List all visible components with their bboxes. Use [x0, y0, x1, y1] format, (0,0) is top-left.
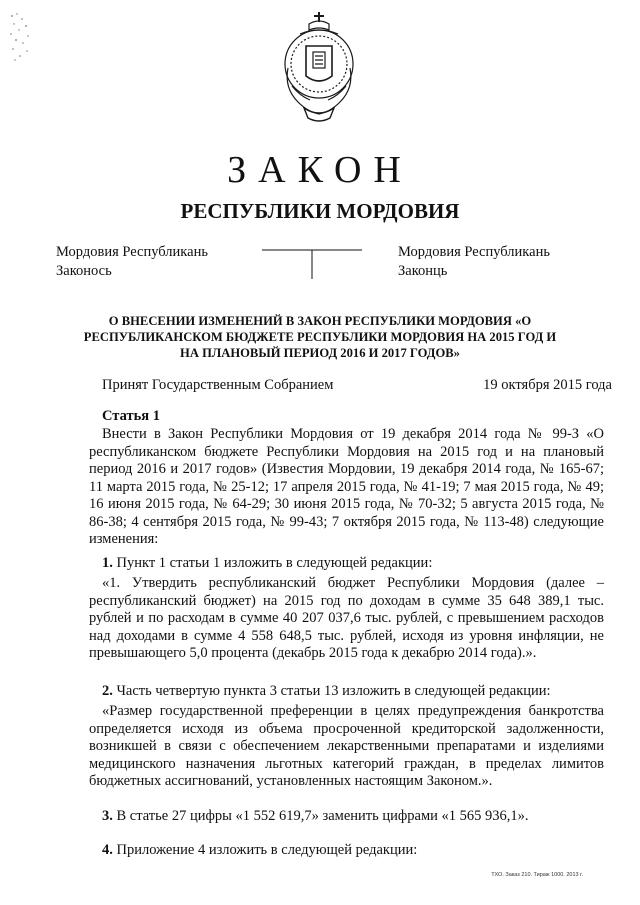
item-2-number: 2.	[102, 683, 113, 699]
moksha-label: Мордовия Республикань Законось	[56, 244, 208, 279]
item-4-text: Приложение 4 изложить в следующей редакции:	[116, 842, 418, 858]
item-4-number: 4.	[102, 842, 113, 858]
scan-speckle-mark	[8, 10, 34, 64]
item-3-text: В статье 27 цифры «1 552 619,7» заменить цифрами «1 565 936,1».	[116, 808, 529, 824]
item-3	[89, 808, 604, 826]
item-1-text: Пункт 1 статьи 1 изложить в следующей редакции:	[116, 555, 433, 571]
coat-of-arms-emblem	[278, 8, 360, 126]
adopted-by: Принят Государственным Собранием	[102, 377, 334, 393]
erzya-label: Мордовия Республикань Законць	[398, 244, 550, 279]
item-2-text: Часть четвертую пункта 3 статьи 13 изложить в следующей редакции:	[116, 683, 551, 699]
item-2	[89, 683, 604, 701]
item-3-number: 3.	[102, 808, 113, 824]
print-imprint: ТХО. Заказ 210. Тираж 1000. 2013 г.	[491, 872, 583, 878]
law-name: О ВНЕСЕНИИ ИЗМЕНЕНИЙ В ЗАКОН РЕСПУБЛИКИ МОРДОВИЯ «О РЕСПУБЛИКАНСКОМ БЮДЖЕТЕ РЕСПУБЛИКИ МОРДОВИЯ НА 2015 ГОД И НА ПЛАНОВЫЙ ПЕРИОД 2016 И 2017 ГОДОВ»	[83, 314, 557, 360]
item-1	[89, 555, 604, 573]
article-heading: Статья 1	[102, 408, 160, 424]
item-2-quote: «Размер государственной преференции в целях предупреждения банкротства определяется исходя из объема просроченной кредиторской задолженности, возникшей в связи с обеспечением лекарственными препаратами и изделиями медицинского назначения льготных категорий граждан, в пределах лимитов бюджетных ассигнований, установленных настоящим Законом.».	[89, 703, 604, 789]
item-1-number: 1.	[102, 555, 113, 571]
item-4	[89, 842, 604, 860]
document-subtitle: РЕСПУБЛИКИ МОРДОВИЯ	[180, 199, 460, 223]
adoption-date: 19 октября 2015 года	[483, 377, 612, 393]
header-divider	[262, 249, 362, 279]
document-title: ЗАКОН	[227, 149, 413, 191]
article-intro: Внести в Закон Республики Мордовия от 19 декабря 2014 года № 99-З «О республиканском бюджете Республики Мордовия на 2015 год и на плановый период 2016 и 2017 годов» (Известия Мордовии, 19 декабря 2014 года, № 165-67; 11 марта 2015 года, № 25-12; 17 апреля 2015 года, № 41-19; 7 мая 2015 года, № 49; 16 июня 2015 года, № 64-29; 30 июня 2015 года, № 70-32; 5 августа 2015 года, № 86-38; 4 сентября 2015 года, № 99-43; 7 октября 2015 года, № 113-48) следующие изменения:	[89, 426, 604, 547]
item-1-quote: «1. Утвердить республиканский бюджет Республики Мордовия (далее – республиканский бюджет) на 2015 год по доходам в сумме 35 648 389,1 тыс. рублей и по расходам в сумме 40 207 037,6 тыс. рублей, с превышением расходов над доходами в сумме 4 558 648,5 тыс. рублей, исходя из уровня инфляции, не превышающего 5,0 процента (декабрь 2015 года к декабрю 2014 года).».	[89, 575, 604, 661]
